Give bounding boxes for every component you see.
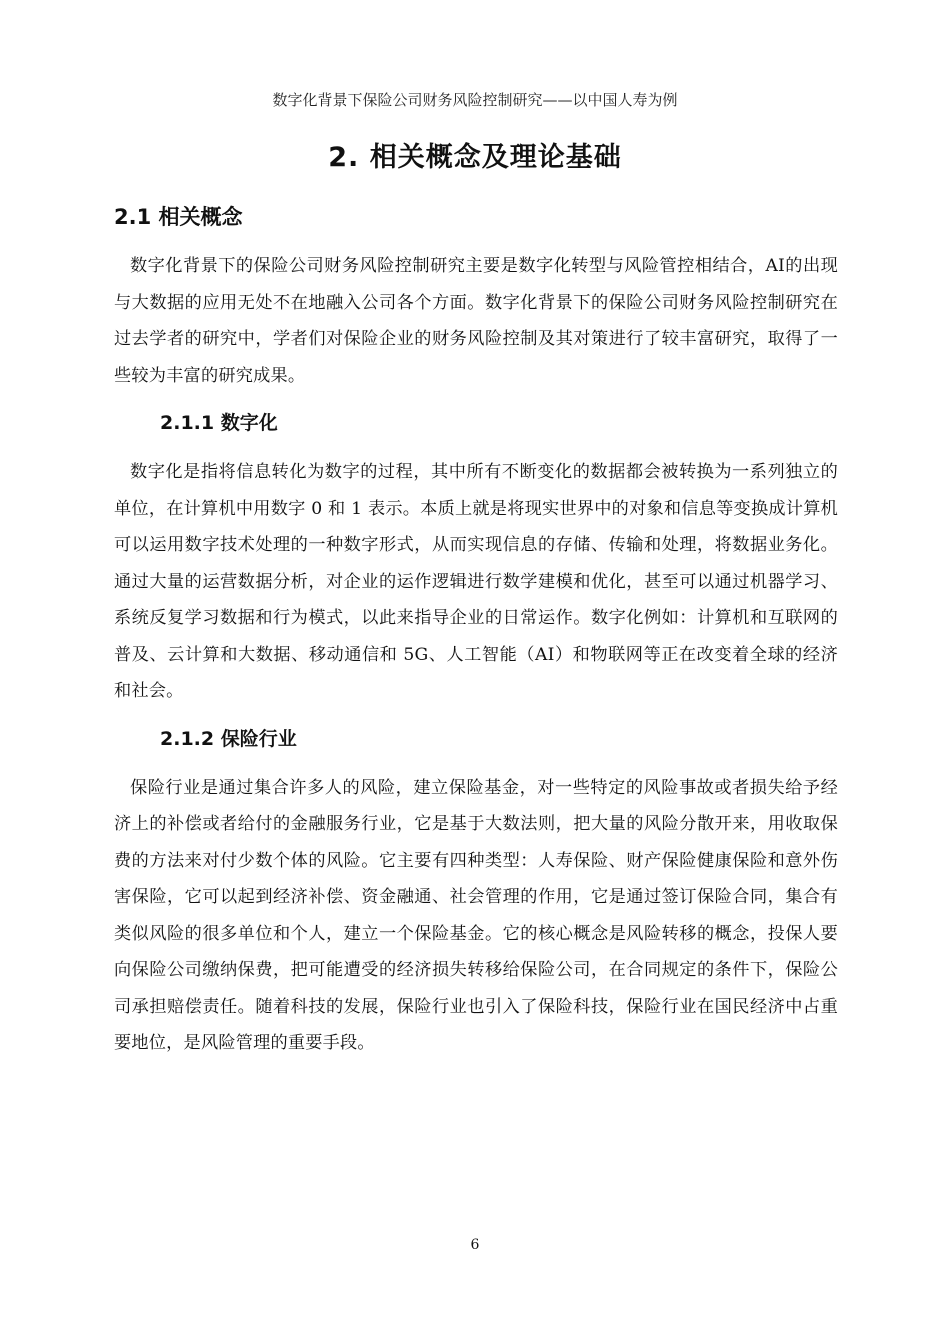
section-2-1-paragraph: 数字化背景下的保险公司财务风险控制研究主要是数字化转型与风险管控相结合，AI的出现与大数据的应用无处不在地融入公司各个方面。数字化背景下的保险公司财务风险控制研究在过去学者的研究中，学者们对保险企业的财务风险控制及其对策进行了较丰富研究，取得了一些较为丰富的研究成果。: [114, 256, 838, 386]
chapter-title: 2. 相关概念及理论基础: [328, 142, 622, 173]
section-2-1-1-paragraph: 数字化是指将信息转化为数字的过程，其中所有不断变化的数据都会被转换为一系列独立的单位，在计算机中用数字 0 和 1 表示。本质上就是将现实世界中的对象和信息等变换成计算机可以运用数字技术处理的一种数字形式，从而实现信息的存储、传输和处理，将数据业务化。通过大量的运营数据分析，对企业的运作逻辑进行数学建模和优化，甚至可以通过机器学习、系统反复学习数据和行为模式，以此来指导企业的日常运作。数字化例如：计算机和互联网的普及、云计算和大数据、移动通信和 5G、人工智能（AI）和物联网等正在改变着全球的经济和社会。: [114, 462, 838, 701]
running-header: 数字化背景下保险公司财务风险控制研究——以中国人寿为例: [272, 91, 678, 109]
section-heading-2-1: 2.1 相关概念: [114, 205, 243, 229]
section-heading-2-1-1: 2.1.1 数字化: [160, 412, 278, 434]
page-number: 6: [470, 1237, 480, 1253]
section-heading-2-1-2: 2.1.2 保险行业: [160, 727, 297, 750]
page-body: [114, 200, 838, 1062]
section-2-1-2-paragraph: 保险行业是通过集合许多人的风险，建立保险基金，对一些特定的风险事故或者损失给予经济上的补偿或者给付的金融服务行业，它是基于大数法则，把大量的风险分散开来，用收取保费的方法来对付少数个体的风险。它主要有四种类型：人寿保险、财产保险健康保险和意外伤害保险，它可以起到经济补偿、资金融通、社会管理的作用，它是通过签订保险合同，集合有类似风险的很多单位和个人，建立一个保险基金。它的核心概念是风险转移的概念，投保人要向保险公司缴纳保费，把可能遭受的经济损失转移给保险公司，在合同规定的条件下，保险公司承担赔偿责任。随着科技的发展，保险行业也引入了保险科技，保险行业在国民经济中占重要地位，是风险管理的重要手段。: [114, 777, 838, 1053]
